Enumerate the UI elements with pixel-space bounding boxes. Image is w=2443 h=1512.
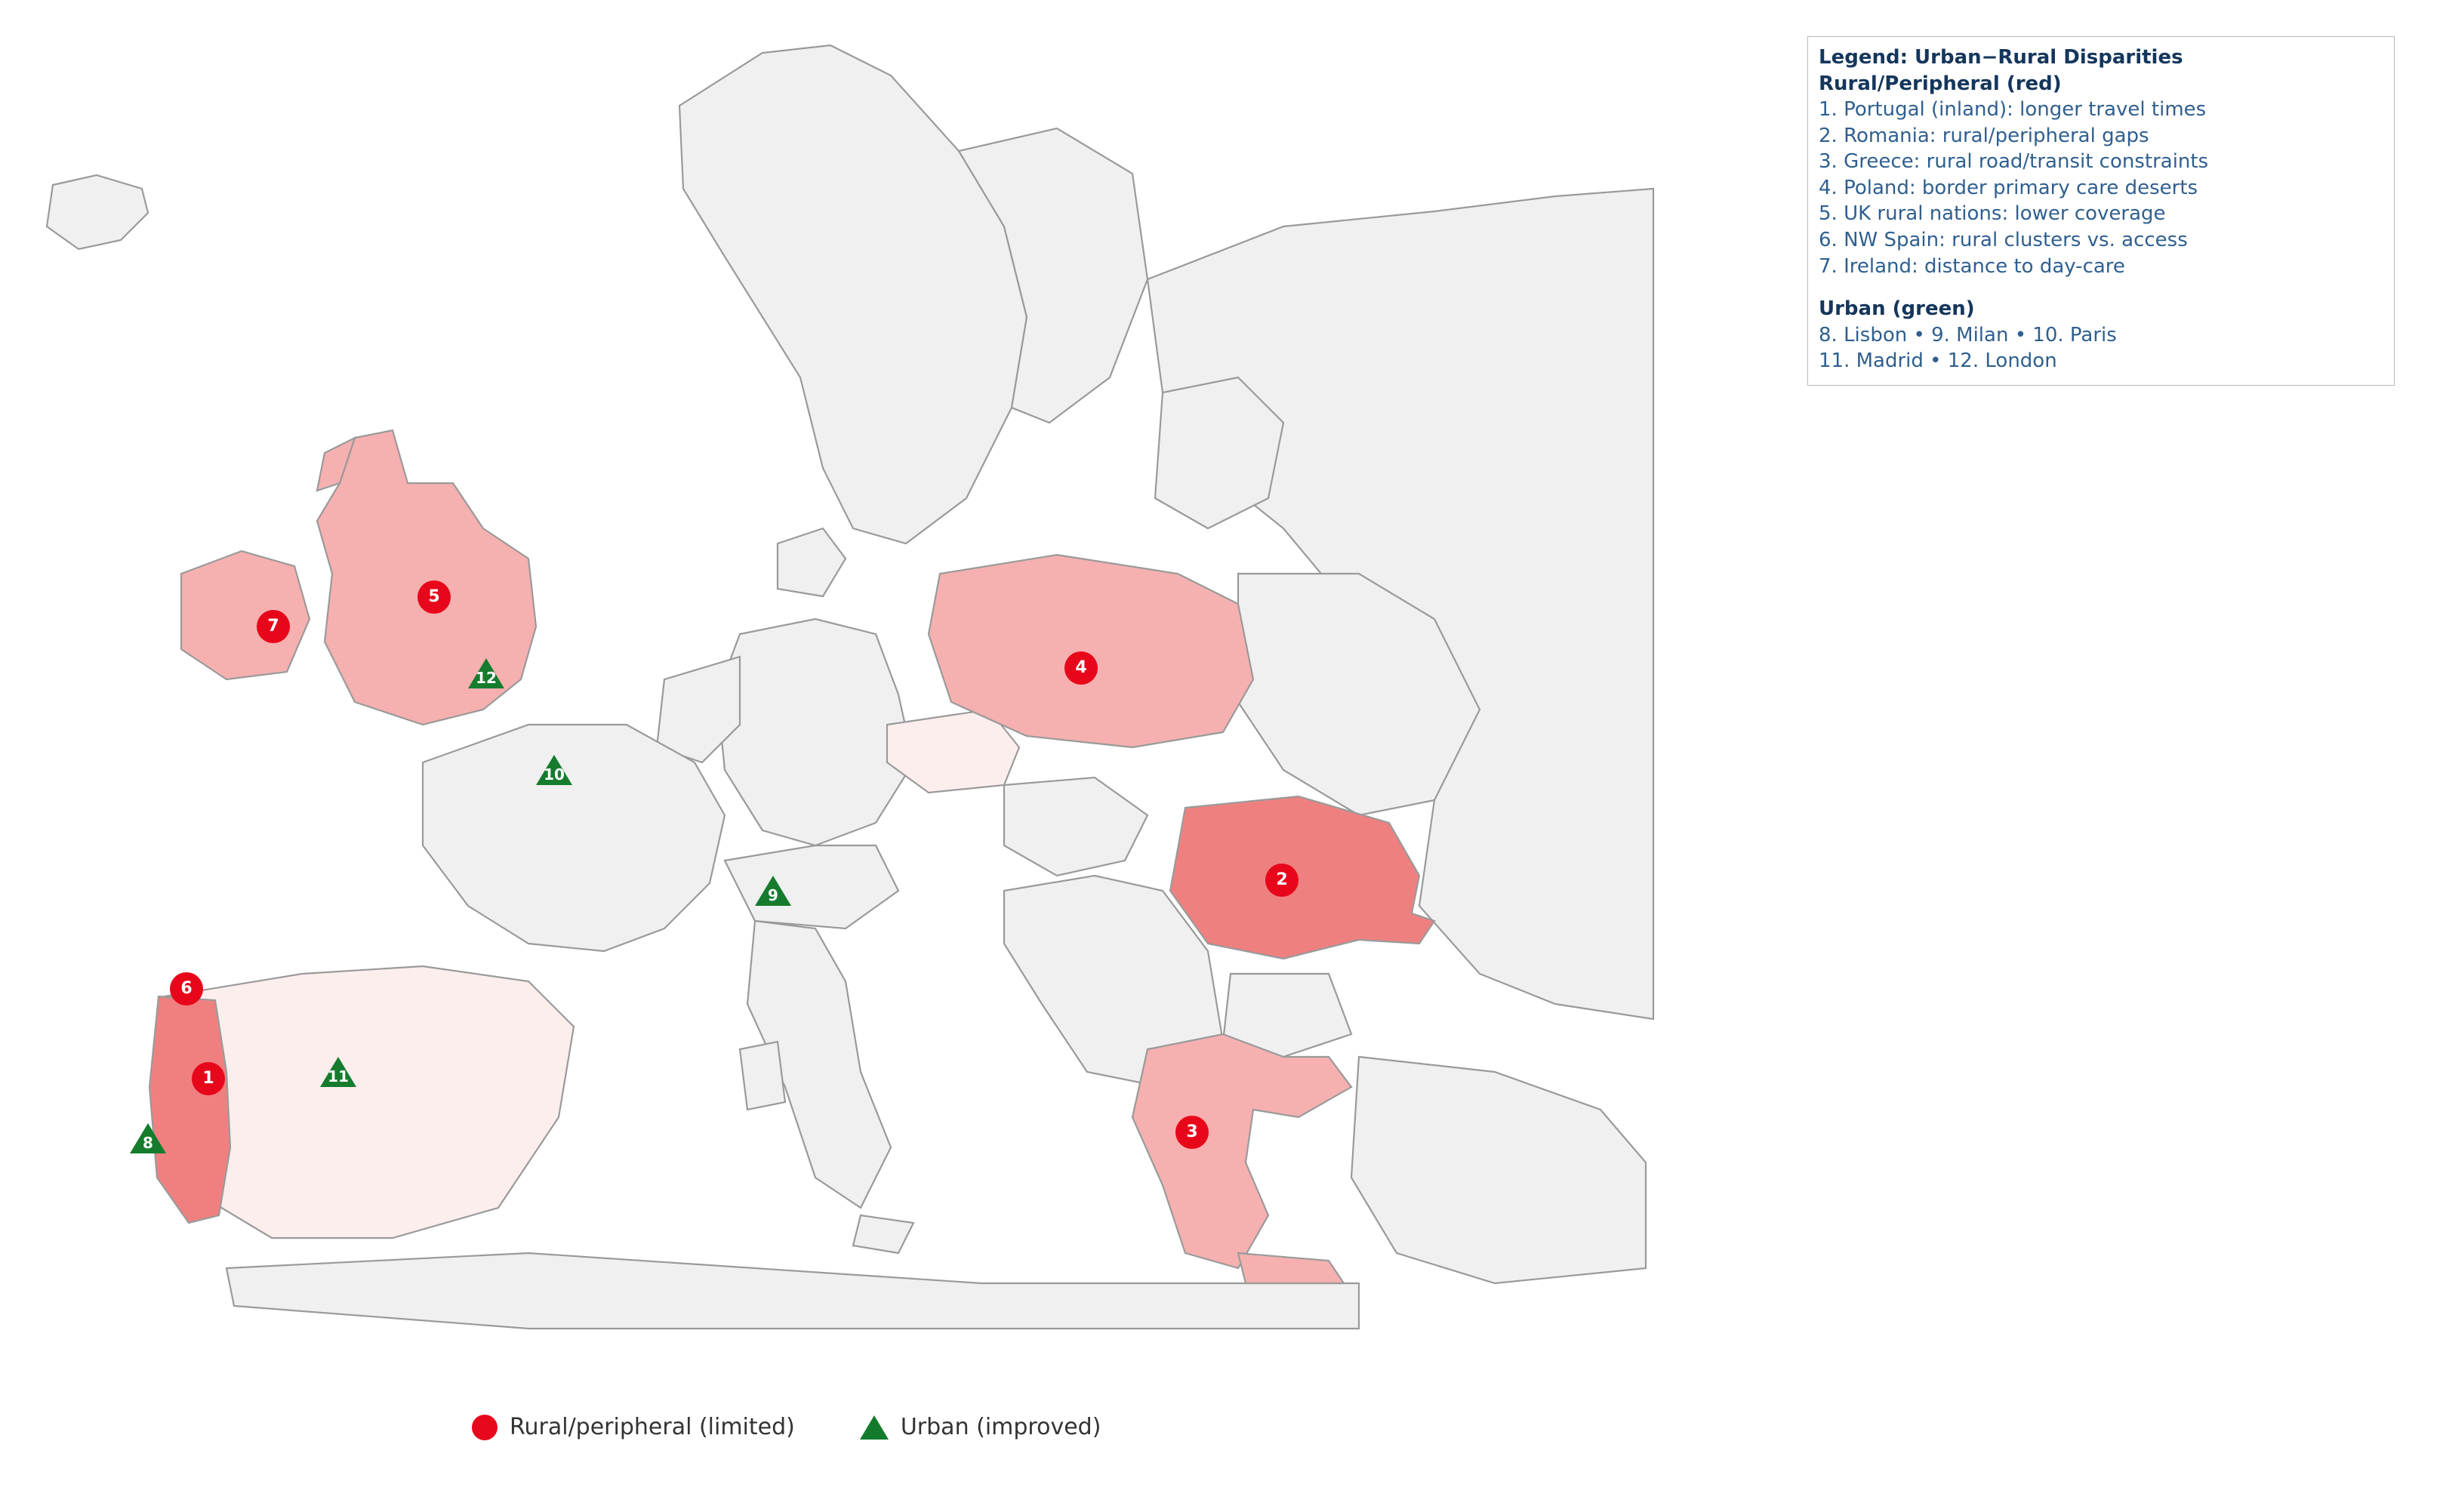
legend-rural-item-1: 1. Portugal (inland): longer travel times [1819,98,2207,122]
map-marker-urban-9[interactable] [753,876,793,907]
legend-title: Legend: Urban−Rural Disparities [1819,46,2183,69]
country-portugal [149,996,230,1223]
red-circle-icon [472,1415,498,1440]
map-key [472,1414,1101,1440]
map-marker-urban-10[interactable] [534,755,575,787]
country-hungary [1004,778,1148,876]
marker-label: 7 [267,617,279,636]
marker-label: 11 [328,1067,349,1085]
marker-label: 10 [544,765,565,784]
legend-panel [1807,36,2395,386]
key-item-rural [472,1414,795,1440]
country-north-africa [226,1253,1359,1329]
country-iceland [47,175,148,249]
legend-urban-item-1: 8. Lisbon • 9. Milan • 10. Paris [1819,323,2117,346]
green-triangle-icon [860,1415,889,1440]
country-greece [1132,1034,1351,1268]
marker-label: 6 [180,979,193,998]
map-marker-rural-4[interactable] [1064,651,1098,685]
key-item-urban [860,1414,1101,1440]
legend-spacer [1819,279,2383,296]
map-marker-rural-7[interactable] [257,610,290,643]
country-denmark [778,528,846,596]
legend-rural-item-5: 5. UK rural nations: lower coverage [1819,202,2166,226]
country-romania [1170,796,1434,959]
legend-urban-item-2: 11. Madrid • 12. London [1819,350,2057,373]
country-sardinia [740,1042,785,1110]
marker-label: 5 [428,587,440,606]
country-sicily [853,1215,913,1253]
country-alps [725,845,898,928]
legend-rural-item-2: 2. Romania: rural/peripheral gaps [1819,124,2149,147]
marker-label: 9 [768,886,778,904]
country-turkey [1351,1057,1646,1283]
country-crete [1238,1253,1344,1283]
country-ireland [181,551,310,679]
legend-rural-heading: Rural/Peripheral (red) [1819,72,2062,95]
map-marker-rural-5[interactable] [417,580,451,614]
marker-label: 2 [1276,870,1288,889]
map-marker-urban-11[interactable] [318,1057,359,1089]
key-urban-label: Urban (improved) [900,1414,1101,1440]
key-rural-label: Rural/peripheral (limited) [510,1414,795,1440]
map-marker-rural-2[interactable] [1265,864,1299,897]
marker-label: 1 [202,1069,214,1088]
legend-rural-item-3: 3. Greece: rural road/transit constraints [1819,150,2209,174]
map-marker-rural-3[interactable] [1175,1116,1209,1149]
marker-label: 8 [143,1134,153,1152]
marker-label: 3 [1186,1122,1198,1141]
marker-label: 12 [476,669,497,687]
legend-rural-item-4: 4. Poland: border primary care deserts [1819,176,2198,199]
legend-rural-item-6: 6. NW Spain: rural clusters vs. access [1819,229,2188,252]
map-marker-urban-8[interactable] [128,1123,168,1155]
marker-label: 4 [1075,658,1087,677]
map-marker-rural-6[interactable] [170,972,203,1005]
map-marker-urban-12[interactable] [466,658,507,690]
country-norway-sweden [679,45,1027,544]
map-marker-rural-1[interactable] [192,1062,225,1095]
country-germany [717,619,913,845]
legend-urban-heading: Urban (green) [1819,297,1975,321]
legend-rural-item-7: 7. Ireland: distance to day-care [1819,254,2125,278]
